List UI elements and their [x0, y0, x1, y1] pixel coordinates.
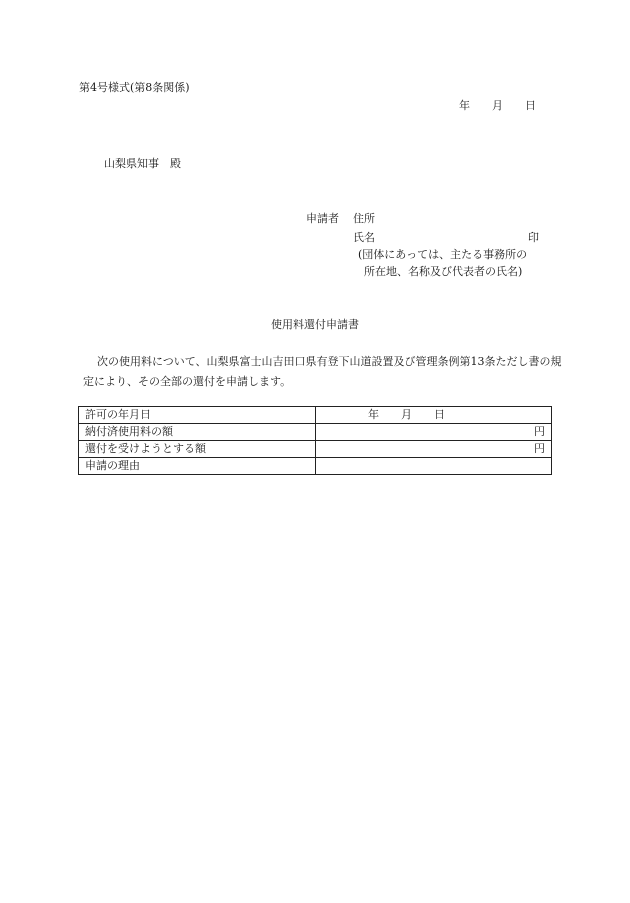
permit-date-day: 日: [434, 408, 445, 421]
paid-fee-field: 円: [316, 424, 552, 441]
row-label-refund-amount: 還付を受けようとする額: [79, 441, 316, 458]
date-month: 月: [492, 99, 503, 112]
address-label: 住所: [353, 212, 375, 225]
permit-date-year: 年: [368, 408, 379, 421]
refund-table: [78, 406, 552, 475]
table-row: [79, 458, 552, 475]
date-line: [459, 99, 536, 112]
seal-mark: 印: [528, 231, 539, 244]
row-label-permit-date: 許可の年月日: [79, 407, 316, 424]
refund-amount-field: 円: [316, 441, 552, 458]
applicant-note-line1: (団体にあっては、主たる事務所の: [358, 248, 528, 261]
table-row: [79, 407, 552, 424]
applicant-note-line2: 所在地、名称及び代表者の氏名): [364, 265, 523, 278]
date-day: 日: [525, 99, 536, 112]
table-row: [79, 424, 552, 441]
body-text: 次の使用料について、山梨県富士山吉田口県有登下山道設置及び管理条例第13条ただし書の規定により、その全部の還付を申請します。: [83, 355, 562, 388]
table-row: [79, 441, 552, 458]
permit-date-field: [316, 407, 552, 424]
permit-date-month: 月: [401, 408, 412, 421]
addressee: 山梨県知事 殿: [104, 157, 181, 170]
applicant-label: 申請者: [306, 212, 339, 225]
date-year: 年: [459, 99, 470, 112]
reason-field: [316, 458, 552, 475]
row-label-reason: 申請の理由: [79, 458, 316, 475]
name-label: 氏名: [353, 231, 375, 244]
row-label-paid-fee: 納付済使用料の額: [79, 424, 316, 441]
form-number: 第4号様式(第8条関係): [79, 81, 190, 94]
document-title: 使用料還付申請書: [271, 318, 359, 331]
